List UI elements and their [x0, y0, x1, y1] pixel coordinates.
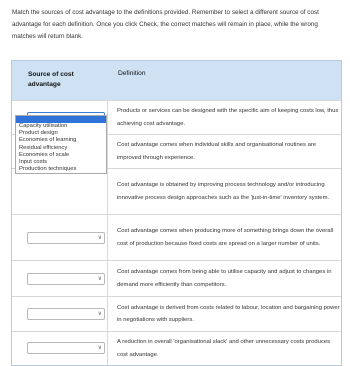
column-header-definition: Definition [118, 70, 146, 77]
definition-text: Products or services can be designed with the specific aim of keeping costs low, thus achieving cost advantage. [117, 108, 339, 127]
definition-text: Cost advantage comes when individual skills and organisational routines are improved through experience. [117, 142, 317, 161]
table-row [12, 168, 341, 214]
source-select-5[interactable] [27, 273, 105, 285]
instructions-text: Match the sources of cost advantage to the definitions provided. Remember to select a different source of cost advantage for each definition. Once you click Check, the correct matches will remain in place, while the wrong matches will return blank. [12, 9, 319, 40]
chevron-down-icon: ∨ [97, 235, 102, 241]
definition-text: Cost advantage is derived from costs related to labour, location and bargaining power in negotiations with suppliers. [117, 304, 340, 323]
table-row [12, 331, 341, 365]
dropdown-option[interactable]: Economies of scale [19, 151, 70, 158]
dropdown-option[interactable]: Input costs [19, 159, 48, 166]
column-header-source: Source of cost advantage [28, 71, 74, 88]
source-select-7[interactable] [27, 342, 105, 354]
dropdown-option[interactable]: Capacity utilisation [19, 123, 68, 129]
dropdown-option[interactable]: Economies of learning [19, 137, 77, 144]
dropdown-option[interactable]: Residual efficiency [19, 144, 68, 151]
dropdown-option[interactable]: Production techniques [19, 166, 77, 173]
chevron-down-icon: ∨ [97, 276, 102, 282]
table-row [12, 214, 341, 260]
chevron-down-icon: ∨ [97, 311, 102, 317]
table-row [12, 260, 341, 296]
dropdown-blank-option-highlighted[interactable] [16, 116, 106, 123]
definition-text: Cost advantage is obtained by improving process technology and/or introducing innovative process design approaches such as the 'just-in-time' inventory system. [117, 182, 330, 201]
matching-table [11, 60, 342, 366]
table-header [12, 61, 341, 100]
source-dropdown-list[interactable] [15, 115, 107, 174]
chevron-down-icon: ∨ [97, 345, 102, 351]
source-select-6[interactable] [27, 308, 105, 320]
dropdown-option[interactable]: Product design [19, 130, 58, 137]
source-select-4[interactable] [27, 232, 105, 244]
definition-text: Cost advantage comes when producing more of something brings down the overall cost of production because fixed costs are spread on a larger number of units. [117, 228, 334, 247]
definition-text: Cost advantage comes from being able to utilise capacity and adjust to changes in demand more efficiently than competitors. [117, 269, 332, 288]
definition-text: A reduction in overall 'organisational slack' and other unnecessary costs produces cost advantage. [117, 339, 331, 358]
table-row [12, 296, 341, 331]
